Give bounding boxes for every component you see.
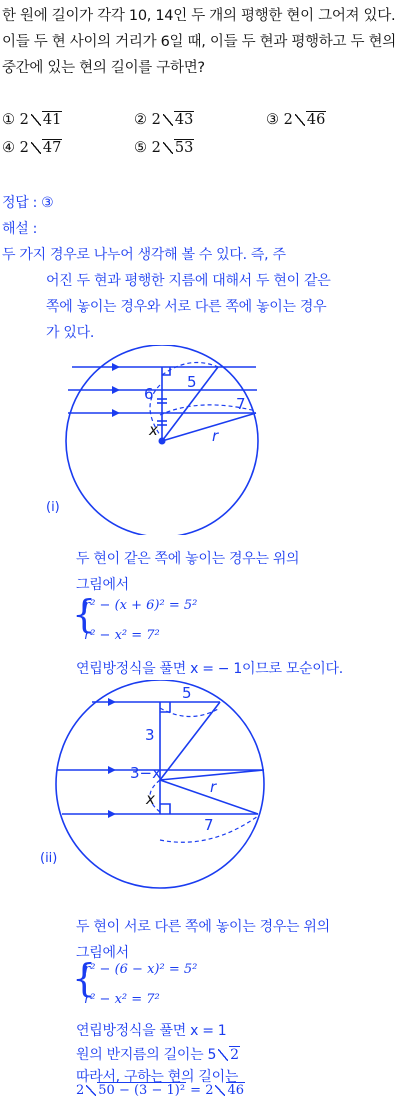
choice-coefficient: 2 [19, 112, 29, 128]
right-angle-top [160, 702, 170, 712]
final-radicand: 50 − (3 − 1)² [98, 1083, 186, 1098]
figure-case-2 [0, 680, 400, 900]
question-line-2: 이들 두 현 사이의 거리가 6일 때, 이들 두 현과 평행하고 두 현의 [2, 34, 396, 50]
label-7: 7 [236, 395, 246, 413]
choice-radicand: 47 [42, 140, 62, 156]
radius-text: 원의 반지름의 길이는 5 [76, 1047, 217, 1063]
choice-number: ④ [2, 140, 15, 156]
case2-result-1: 연립방정식을 풀면 x = 1 [76, 1023, 227, 1039]
explanation-label: 해설 : [2, 221, 38, 237]
case2-brace: { [72, 956, 97, 1000]
choice-coefficient: 2 [151, 112, 161, 128]
choice-5[interactable] [134, 140, 194, 156]
case2-equation-2: r² − x² = 7² [84, 992, 160, 1007]
choice-number: ① [2, 112, 15, 128]
explanation-intro-4: 가 있다. [46, 325, 94, 341]
answer-label: 정답 : ③ [2, 195, 54, 211]
label-3: 3 [145, 726, 155, 744]
figure-label-ii: (ii) [40, 851, 58, 866]
center-point [159, 438, 166, 445]
choice-coefficient: 2 [283, 112, 293, 128]
choice-number: ② [134, 112, 147, 128]
choice-4[interactable] [2, 140, 62, 156]
radius-to-bottom [160, 780, 258, 814]
case1-text-2: 그림에서 [76, 577, 129, 593]
label-5: 5 [182, 684, 192, 702]
choice-coefficient: 2 [151, 140, 161, 156]
figure-label-i: (i) [46, 500, 60, 515]
label-x: x [149, 421, 158, 439]
label-5: 5 [187, 373, 197, 391]
choice-2[interactable] [134, 112, 194, 128]
case1-brace: { [72, 592, 97, 636]
question-line-3: 중간에 있는 현의 길이를 구하면? [2, 60, 205, 76]
choice-radicand: 46 [306, 112, 326, 128]
choice-coefficient: 2 [19, 140, 29, 156]
choice-radicand: 53 [174, 140, 194, 156]
question-line-1: 한 원에 길이가 각각 10, 14인 두 개의 평행한 현이 그어져 있다. [2, 8, 396, 24]
choice-1[interactable] [2, 112, 62, 128]
label-x: x [146, 790, 155, 808]
label-7: 7 [204, 816, 214, 834]
radius-to-bottom [162, 413, 256, 441]
choice-number: ⑤ [134, 140, 147, 156]
final-radicand-2: 46 [227, 1083, 245, 1098]
label-3-minus-x: 3−x [130, 764, 161, 782]
case1-text-1: 두 현이 같은 쪽에 놓이는 경우는 위의 [76, 551, 300, 567]
final-coef: 2 [76, 1083, 85, 1098]
dashed-arc-5 [160, 708, 220, 717]
explanation-intro-3: 쪽에 놓이는 경우와 서로 다른 쪽에 놓이는 경우 [46, 299, 327, 315]
case1-equation-1: r² − (x + 6)² = 5² [84, 598, 198, 613]
figure-case-1 [0, 345, 400, 535]
case2-text-1: 두 현이 서로 다른 쪽에 놓이는 경우는 위의 [76, 919, 330, 935]
final-answer [76, 1083, 245, 1098]
case2-equation-1: r² − (6 − x)² = 5² [84, 962, 198, 977]
choice-radicand: 43 [174, 112, 194, 128]
case1-result: 연립방정식을 풀면 x = − 1이므로 모순이다. [76, 661, 343, 677]
case2-text-2: 그림에서 [76, 945, 129, 961]
case2-result-2 [76, 1044, 240, 1064]
case1-equation-2: r² − x² = 7² [84, 628, 160, 643]
label-r: r [212, 427, 219, 445]
final-equals: = 2 [186, 1083, 214, 1098]
label-6: 6 [144, 385, 154, 403]
case2-result-3: 따라서, 구하는 현의 길이는 [76, 1069, 239, 1085]
label-r: r [210, 778, 217, 796]
explanation-intro-1: 두 가지 경우로 나누어 생각해 볼 수 있다. 즉, 주 [2, 247, 286, 263]
radius-radicand: 2 [230, 1047, 239, 1063]
choice-number: ③ [266, 112, 279, 128]
radius-to-top [160, 702, 220, 780]
choice-radicand: 41 [42, 112, 62, 128]
choice-3[interactable] [266, 112, 326, 128]
explanation-intro-2: 어진 두 현과 평행한 지름에 대해서 두 현이 같은 [46, 273, 331, 289]
right-angle-bottom [160, 804, 170, 814]
